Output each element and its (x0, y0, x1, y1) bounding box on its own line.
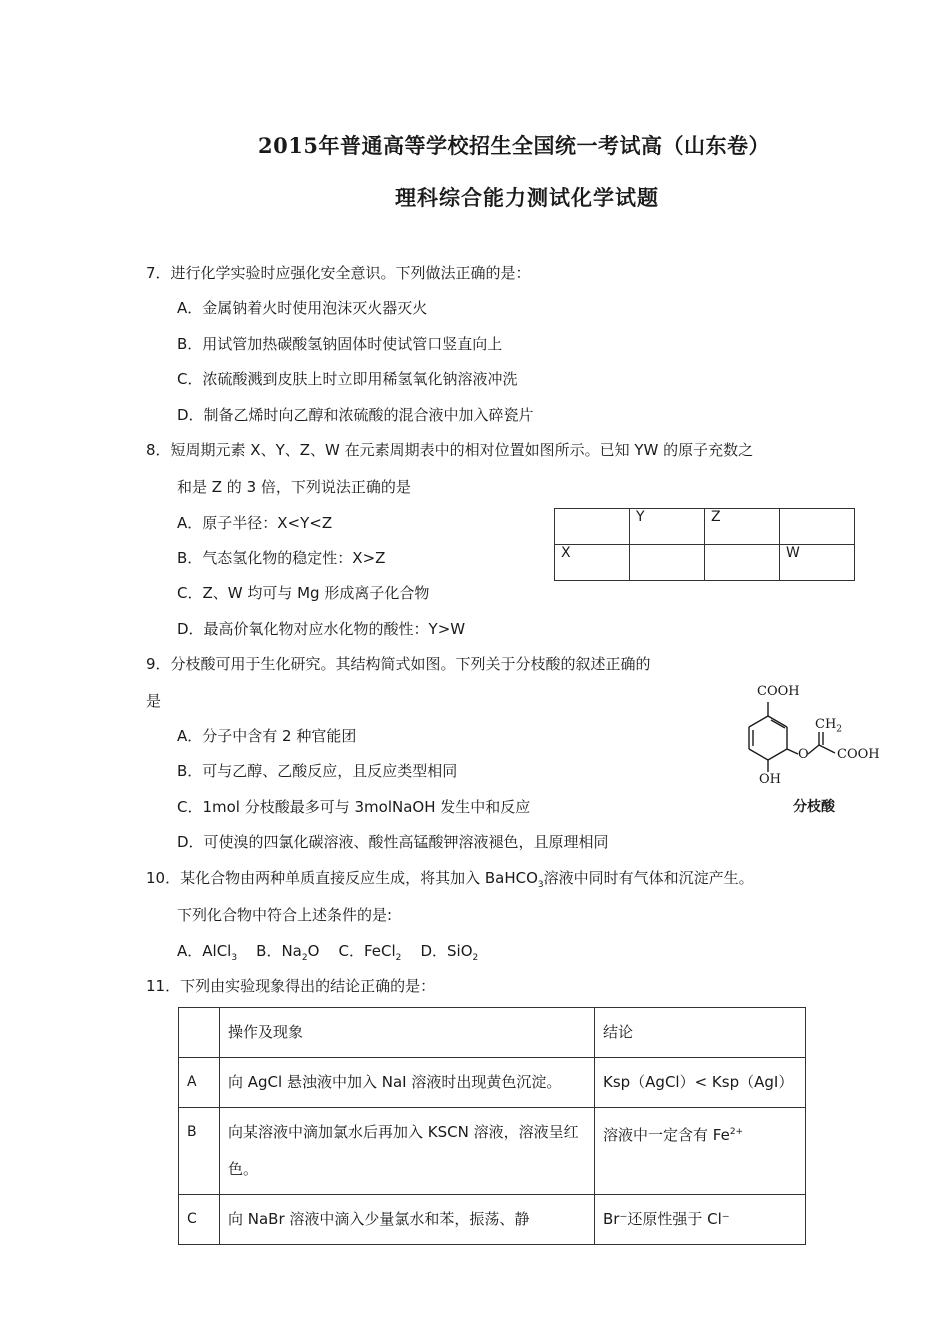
row-label: B (179, 1108, 220, 1195)
row-conclusion: Br⁻还原性强于 Cl⁻ (595, 1195, 806, 1245)
row-operation: 向某溶液中滴加氯水后再加入 KSCN 溶液，溶液呈红色。 (220, 1108, 595, 1195)
q7-option-a: A．金属钠着火时使用泡沫灭火器灭火 (177, 299, 428, 317)
q10-stem-pre: 10．某化合物由两种单质直接反应生成，将其加入 BaHCO (146, 869, 538, 887)
oh-label: OH (759, 772, 781, 787)
experiment-table (178, 1007, 806, 1245)
q9-option-a: A．分子中含有 2 种官能团 (177, 727, 357, 745)
q10-option-b-text: B．Na (256, 942, 302, 960)
row-conclusion-sup: 2+ (729, 1127, 744, 1137)
q8-option-d: D．最高价氧化物对应水化物的酸性：Y>W (177, 620, 466, 638)
ether-oxygen-label: O (798, 747, 809, 762)
q8-stem-line1: 8．短周期元素 X、Y、Z、W 在元素周期表中的相对位置如图所示。已知 YW 的原子充数之 (146, 441, 754, 459)
q9-option-d: D．可使溴的四氯化碳溶液、酸性高锰酸钾溶液褪色，且原理相同 (177, 833, 609, 851)
q8-option-a: A．原子半径：X<Y<Z (177, 514, 333, 532)
q7-stem: 7．进行化学实验时应强化安全意识。下列做法正确的是： (146, 264, 531, 282)
grid-cell (630, 545, 705, 581)
exam-title: 2015年普通高等学校招生全国统一考试高（山东卷） (258, 133, 770, 158)
q10-stem-sub: 3 (537, 880, 544, 890)
q10-option-d-sub: 2 (472, 953, 479, 963)
row-conclusion-text: 溶液中一定含有 Fe (603, 1126, 730, 1144)
q10-option-b-sub: 2 (301, 953, 308, 963)
grid-cell (705, 545, 780, 581)
q10-option-c-sub: 2 (395, 953, 402, 963)
ch2-subscript: 2 (836, 724, 843, 735)
table-row (179, 1058, 806, 1108)
grid-cell-x: X (555, 545, 630, 581)
q10-option-c (338, 942, 402, 963)
q9-stem-line2: 是 (146, 692, 162, 710)
grid-cell-y: Y (630, 509, 705, 545)
q10-option-a-sub: 3 (231, 953, 238, 963)
chorismic-acid-structure (735, 680, 895, 820)
table-header-blank (179, 1008, 220, 1058)
q10-stem-line2: 下列化合物中符合上述条件的是: (177, 906, 393, 924)
q11-stem: 11．下列由实验现象得出的结论正确的是： (146, 977, 436, 995)
q10-option-b (256, 942, 320, 963)
q10-options (177, 940, 478, 963)
q8-option-b: B．气态氢化物的稳定性：X>Z (177, 549, 386, 567)
row-conclusion: Ksp（AgCl）< Ksp（AgI） (595, 1058, 806, 1108)
cooh-top-label: COOH (757, 684, 800, 699)
table-header-row (179, 1008, 806, 1058)
q10-option-a-text: A．AlCl (177, 942, 232, 960)
row-operation: 向 NaBr 溶液中滴入少量氯水和苯，振荡、静 (220, 1195, 595, 1245)
row-conclusion (595, 1108, 806, 1195)
grid-cell-w: W (780, 545, 855, 581)
q10-stem-post: 溶液中同时有气体和沉淀产生。 (543, 869, 754, 887)
q8-stem-line2: 和是 Z 的 3 倍，下列说法正确的是 (177, 478, 411, 496)
cooh-right-label: COOH (837, 747, 880, 762)
q8-option-c: C．Z、W 均可与 Mg 形成离子化合物 (177, 584, 430, 602)
periodic-position-grid (554, 508, 855, 581)
q7-option-b: B．用试管加热碳酸氢钠固体时使试管口竖直向上 (177, 335, 503, 353)
q9-option-b: B．可与乙醇、乙酸反应，且反应类型相同 (177, 762, 458, 780)
q10-option-c-text: C．FeCl (338, 942, 396, 960)
q10-stem-line1 (146, 867, 754, 890)
grid-cell (780, 509, 855, 545)
ch2-label (815, 717, 842, 735)
table-header-conclusion: 结论 (595, 1008, 806, 1058)
structure-caption: 分枝酸 (793, 799, 835, 815)
exam-subtitle: 理科综合能力测试化学试题 (395, 185, 659, 210)
q7-option-c: C．浓硫酸溅到皮肤上时立即用稀氢氧化钠溶液冲洗 (177, 370, 518, 388)
q10-option-a (177, 942, 238, 963)
table-row (179, 1108, 806, 1195)
row-label: A (179, 1058, 220, 1108)
row-operation: 向 AgCl 悬浊液中加入 NaI 溶液时出现黄色沉淀。 (220, 1058, 595, 1108)
q9-stem-line1: 9．分枝酸可用于生化研究。其结构简式如图。下列关于分枝酸的叙述正确的 (146, 655, 651, 673)
q10-option-d-text: D．SiO (420, 942, 473, 960)
q9-option-c: C．1mol 分枝酸最多可与 3molNaOH 发生中和反应 (177, 798, 531, 816)
table-row (179, 1195, 806, 1245)
row-label: C (179, 1195, 220, 1245)
grid-cell-z: Z (705, 509, 780, 545)
q10-option-d (420, 942, 479, 963)
ch2-text: CH (815, 717, 837, 732)
q7-option-d: D．制备乙烯时向乙醇和浓硫酸的混合液中加入碎瓷片 (177, 406, 534, 424)
grid-cell (555, 509, 630, 545)
table-header-operation: 操作及现象 (220, 1008, 595, 1058)
q10-option-b-post: O (307, 942, 320, 960)
